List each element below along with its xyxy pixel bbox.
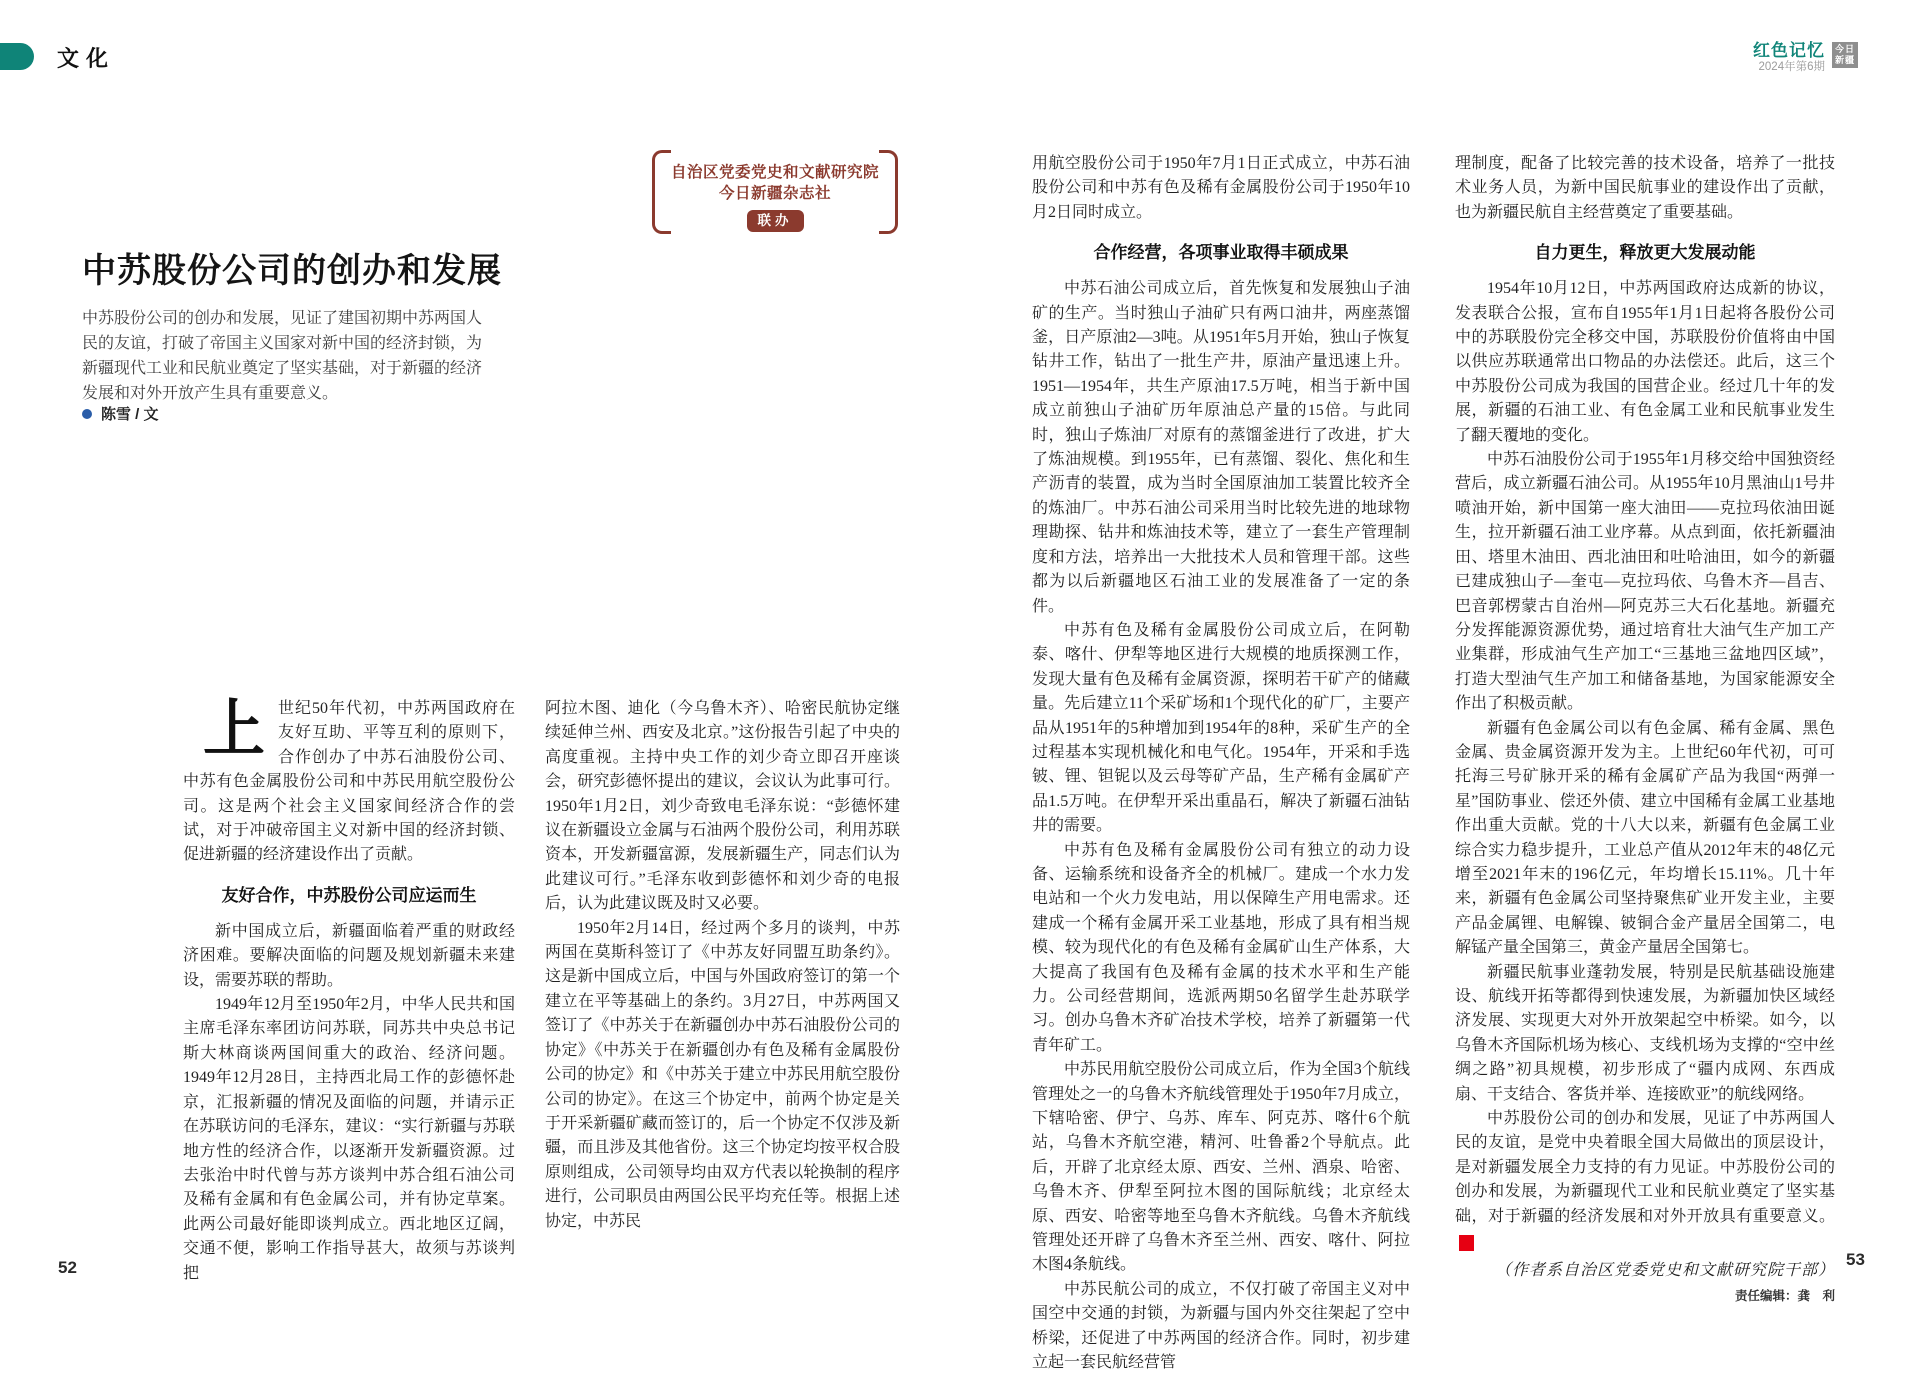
paragraph: 1954年10月12日，中苏两国政府达成新的协议，发表联合公报，宣布自1955年1月1日起将各股份公司中的苏联股份完全移交中国，苏联股份价值将由中国以供应苏联通常出口物品的办法偿还。此后，这三个中苏股份公司成为我国的国营企业。经过几十年的发展，新疆的石油工业、有色金属工业和民航事业发生了翻天覆地的变化。 xyxy=(1455,280,1835,444)
subhead-3: 自力更生，释放更大发展动能 xyxy=(1534,243,1756,263)
magazine-logo xyxy=(1832,42,1858,68)
article-abstract: 中苏股份公司的创办和发展，见证了建国初期中苏两国人民的友谊，打破了帝国主义国家对新中国的经济封锁，为新疆现代工业和民航业奠定了坚实基础，对于新疆的经济发展和对外开放产生具有重要意义。 xyxy=(82,310,483,402)
page-number-left: 52 xyxy=(58,1258,77,1277)
paragraph: 阿拉木图、迪化（今乌鲁木齐）、哈密民航协定继续延伸兰州、西安及北京。”这份报告引起了中央的高度重视。主持中央工作的刘少奇立即召开座谈会，研究彭德怀提出的建议，会议认为此事可行。1950年1月2日，刘少奇致电毛泽东说：“彭德怀建议在新疆设立金属与石油两个股份公司，利用苏联资本，开发新疆富源，发展新疆生产，同志们认为此建议可行。”毛泽东收到彭德怀和刘少奇的电报后，认为此建议既及时又必要。 xyxy=(545,700,900,913)
paragraph: 中苏有色及稀有金属股份公司成立后，在阿勒泰、喀什、伊犁等地区进行大规模的地质探测工作，发现大量有色及稀有金属资源，探明若干矿产的储藏量。先后建立11个采矿场和1个现代化的矿厂，主要产品从1951年的5种增加到1954年的8种，采矿生产的全过程基本实现机械化和电气化。1954年，开采和手选铍、锂、钽铌以及云母等矿产品，生产稀有金属矿产品1.5万吨。在伊犁开采出重晶石，解决了新疆石油钻井的需要。 xyxy=(1032,621,1410,835)
subhead-2: 合作经营，各项事业取得丰硕成果 xyxy=(1093,243,1349,263)
article-title: 中苏股份公司的创办和发展 xyxy=(82,252,502,290)
byline-dot-icon xyxy=(82,409,92,419)
byline-text: 陈雪 / 文 xyxy=(101,406,159,423)
section-title: 文化 xyxy=(57,46,116,71)
dropcap: 上 xyxy=(203,696,266,764)
paragraph: 理制度，配备了比较完善的技术设备，培养了一批技术业务人员，为新中国民航事业的建设作出了贡献，也为新疆民航自主经营奠定了重要基础。 xyxy=(1455,155,1835,221)
left-page-body xyxy=(183,697,900,1286)
paragraph: 用航空股份公司于1950年7月1日正式成立，中苏石油股份公司和中苏有色及稀有金属股份公司于1950年10月2日同时成立。 xyxy=(1032,155,1410,221)
paragraph: 中苏有色及稀有金属股份公司有独立的动力设备、运输系统和设备齐全的机械厂。建成一个水力发电站和一个火力发电站，用以保障生产用电需求。还建成一个稀有金属开采工业基地，形成了具有相当规模、较为现代化的有色及稀有金属矿山生产体系，大大提高了我国有色及稀有金属的技术水平和生产能力。公司经营期间，选派两期50名留学生赴苏联学习。创办乌鲁木齐矿冶技术学校，培养了新疆第一代青年矿工。 xyxy=(1032,841,1410,1054)
organizer-badge xyxy=(652,150,898,234)
paragraph: 中苏石油股份公司于1955年1月移交给中国独资经营后，成立新疆石油公司。从1955年10月黑油山1号井喷油开始，新中国第一座大油田——克拉玛依油田诞生，拉开新疆石油工业序幕。从点到面，依托新疆油田、塔里木油田、西北油田和吐哈油田，如今的新疆已建成独山子—奎屯—克拉玛依、乌鲁木齐—昌吉、巴音郭楞蒙古自治州—阿克苏三大石化基地。新疆充分发挥能源资源优势，通过培育壮大油气生产加工产业集群，形成油气生产加工“三基地三盆地四区域”，打造大型油气生产加工和储备基地，为国家能源安全作出了积极贡献。 xyxy=(1455,451,1835,713)
magazine-logo-line1: 今日 xyxy=(1834,44,1855,54)
issue-number: 2024年第6期 xyxy=(1758,61,1825,73)
editor-credit: 责任编辑：龚 利 xyxy=(1734,1289,1835,1304)
subhead-1: 友好合作，中苏股份公司应运而生 xyxy=(221,885,477,905)
magazine-logo-line2: 新疆 xyxy=(1834,55,1855,65)
body-column-4 xyxy=(1455,152,1835,1376)
issue-masthead xyxy=(1753,42,1858,74)
paragraph: 新疆有色金属公司以有色金属、稀有金属、黑色金属、贵金属资源开发为主。上世纪60年代初，可可托海三号矿脉开采的稀有金属矿产品为我国“两弹一星”国防事业、偿还外债、建立中国稀有金属工业基地作出重大贡献。党的十八大以来，新疆有色金属工业综合实力稳步提升，工业总产值从2012年末的48亿元增至2021年末的196亿元，年均增长15.11%。几十年来，新疆有色金属公司坚持聚焦矿业开发主业，主要产品金属锂、电解镍、铍铜合金产量居全国第二，电解锰产量全国第三，黄金产量居全国第七。 xyxy=(1455,719,1835,957)
organizer-line2: 今日新疆杂志社 xyxy=(718,185,831,202)
bracket-left-icon xyxy=(652,150,671,234)
body-column-2 xyxy=(545,697,900,1286)
article-end-mark-icon: J xyxy=(1459,1235,1474,1251)
paragraph: 1949年12月至1950年2月，中华人民共和国主席毛泽东率团访问苏联，同苏共中央总书记斯大林商谈两国间重大的政治、经济问题。1949年12月28日，主持西北局工作的彭德怀赴京，汇报新疆的情况及面临的问题，并请示正在苏联访问的毛泽东，建议：“实行新疆与苏联地方性的经济合作，以逐渐开发新疆资源。过去张治中时代曾与苏方谈判中苏合组石油公司及稀有金属和有色金属公司，并有协定草案。此两公司最好能即谈判成立。西北地区辽阔，交通不便，影响工作指导甚大，故须与苏谈判把 xyxy=(183,996,515,1282)
organizer-line1: 自治区党委党史和文献研究院 xyxy=(670,164,879,181)
paragraph: 新疆民航事业蓬勃发展，特别是民航基础设施建设、航线开拓等都得到快速发展，为新疆加快区域经济发展、实现更大对外开放架起空中桥梁。如今，以乌鲁木齐国际机场为核心、支线机场为支撑的“空中丝绸之路”初具规模，初步形成了“疆内成网、东西成扇、干支结合、客货并举、连接欧亚”的航线网络。 xyxy=(1455,963,1835,1103)
paragraph: 中苏石油公司成立后，首先恢复和发展独山子油矿的生产。当时独山子油矿只有两口油井，两座蒸馏釜，日产原油2—3吨。从1951年5月开始，独山子恢复钻井工作，钻出了一批生产井，原油产量迅速上升。1951—1954年，共生产原油17.5万吨，相当于新中国成立前独山子油矿历年原油总产量的15倍。与此同时，独山子炼油厂对原有的蒸馏釜进行了改进，扩大了炼油规模。到1955年，已有蒸馏、裂化、焦化和生产沥青的装置，成为当时全国原油加工装置比较齐全的炼油厂。中苏石油公司采用当时比较先进的地球物理勘探、钻井和炼油技术等，建立了一套生产管理制度和方法，培养出一大批技术人员和管理干部。这些都为以后新疆地区石油工业的发展准备了一定的条件。 xyxy=(1032,280,1410,615)
organizer-tag: 联办 xyxy=(747,210,804,232)
paragraph-text: 中苏股份公司的创办和发展，见证了中苏两国人民的友谊，是党中央着眼全国大局做出的顶层设计，是对新疆发展全力支持的有力见证。中苏股份公司的创办和发展，为新疆现代工业和民航业奠定了坚实基础，对于新疆的经济发展和对外开放具有重要意义。 xyxy=(1455,1110,1835,1225)
bracket-right-icon xyxy=(879,150,898,234)
paragraph: 中苏民用航空股份公司成立后，作为全国3个航线管理处之一的乌鲁木齐航线管理处于1950年7月成立，下辖哈密、伊宁、乌苏、库车、阿克苏、喀什6个航站，乌鲁木齐航空港，精河、吐鲁番2个导航点。此后，开辟了北京经太原、西安、兰州、酒泉、哈密、乌鲁木齐、伊犁至阿拉木图的国际航线；北京经太原、西安、哈密等地至乌鲁木齐航线。乌鲁木齐航线管理处还开辟了乌鲁木齐至兰州、西安、喀什、阿拉木图4条航线。 xyxy=(1032,1061,1410,1274)
paragraph: 1950年2月14日，经过两个多月的谈判，中苏两国在莫斯科签订了《中苏友好同盟互助条约》。这是新中国成立后，中国与外国政府签订的第一个建立在平等基础上的条约。3月27日，中苏两国又签订了《中苏关于在新疆创办中苏石油股份公司的协定》《中苏关于在新疆创办有色及稀有金属股份公司的协定》和《中苏关于建立中苏民用航空股份公司的协定》。在这三个协定中，前两个协定是关于开采新疆矿藏而签订的，后一个协定不仅涉及新疆，而且涉及其他省份。这三个协定均按平权合股原则组成，公司领导均由双方代表以轮换制的程序进行，公司职员由两国公民平均充任等。根据上述协定，中苏民 xyxy=(545,919,900,1230)
paragraph-text: 世纪50年代初，中苏两国政府在友好互助、平等互利的原则下，合作创办了中苏石油股份公司、中苏有色金属股份公司和中苏民用航空股份公司。这是两个社会主义国家间经济合作的尝试，对于冲破帝国主义对新中国的经济封锁、促进新疆的经济建设作出了贡献。 xyxy=(183,700,515,864)
issue-text xyxy=(1753,42,1825,74)
paragraph xyxy=(183,697,515,868)
paragraph: 新中国成立后，新疆面临着严重的财政经济困难。要解决面临的问题及规划新疆未来建设，需要苏联的帮助。 xyxy=(183,922,515,989)
body-column-3 xyxy=(1032,152,1410,1376)
issue-column-title: 红色记忆 xyxy=(1753,41,1825,60)
article-byline xyxy=(82,403,159,424)
paragraph xyxy=(1455,1107,1835,1253)
author-note: （作者系自治区党委党史和文献研究院干部） xyxy=(1494,1262,1835,1280)
page-number-right: 53 xyxy=(1846,1250,1865,1269)
body-column-1 xyxy=(183,697,515,1286)
right-page-body xyxy=(1032,152,1835,1376)
paragraph: 中苏民航公司的成立，不仅打破了帝国主义对中国空中交通的封锁，为新疆与国内外交往架起了空中桥梁，还促进了中苏两国的经济合作。同时，初步建立起一套民航经营管 xyxy=(1032,1280,1410,1372)
section-corner-tab xyxy=(0,43,34,70)
